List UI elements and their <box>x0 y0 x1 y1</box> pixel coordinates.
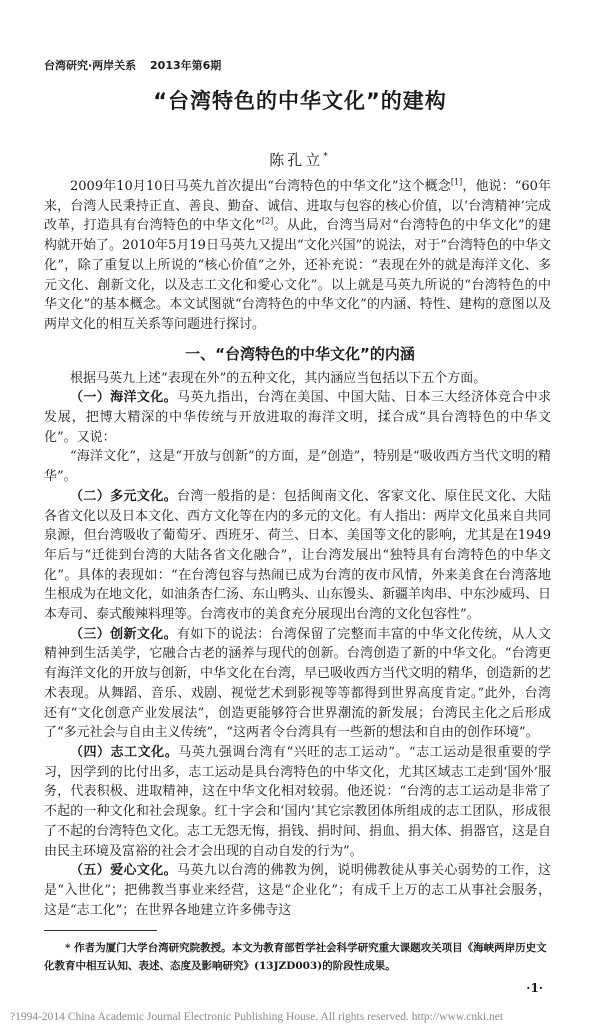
text: 马英九以台湾的佛教为例，说明佛教徒从事关心弱势的工作，这是“入世化”；把佛教当事业来经营，这是“企业化”；有成千上万的志工从事社会服务，这是“志工化”；在世界各地建立许多佛寺这 <box>44 863 551 918</box>
paragraph-lead: （五）爱心文化。 <box>70 863 177 879</box>
text: 。从此，台湾当局对“台湾特色的中华文化”的建构就开始了。2010年5月19日马英九又提出“文化兴国”的说法，对于“台湾特色的中华文化”，除了重复以上所说的“核心价值”之外，还补充说：“表现在外的就是海洋文化、多元文化、創新文化，以及志工文化和愛心文化”。以上就是马英九所说的“台湾特色的中华文化”的基本概念。本文试图就“台湾特色的中华文化”的内涵、特性、建构的意图以及两岸文化的相互关系等问题进行探讨。 <box>44 218 551 332</box>
paragraph-lead: （三）创新文化。 <box>70 626 177 642</box>
section-heading: 一、“台湾特色的中华文化”的内涵 <box>185 344 415 363</box>
text: ，他说：“60年来，台湾人民秉持正直、善良、勤奋、诚信、进取与包容的核心价值，以‘台湾精神’完成改革，打造具有台湾特色的中华文化” <box>44 179 551 234</box>
text: 台湾一般指的是：包括闽南文化、客家文化、原住民文化、大陆各省文化以及日本文化、西方文化等在内的多元的文化。有人指出：两岸文化虽来自共同泉源，但台湾吸收了葡萄牙、西班牙、荷兰、日本、美国等文化的影响，尤其是在1949年后与“迁徙到台湾的大陆各省文化融合”，让台湾发展出“独特具有台湾特色的中华文化”。具体的表现如：“在台湾包容与热闹已成为台湾的夜市风情，外来美食在台湾落地生根成为在地文化，如油条杏仁汤、东山鸭头、山东馒头、新疆羊肉串、中东沙威玛、日本寿司、泰式酸辣料理等。台湾夜市的美食充分展现出台湾的文化包容性”。 <box>44 488 552 623</box>
text: 马英九强调台湾有“兴旺的志工运动”。“志工运动是很重要的学习，因学到的比付出多，志工运动是具台湾特色的中华文化，尤其区域志工走到‘国外’服务，代表积极、进取精神，这在中华文化相对较弱。他还说：“台湾的志工运动是非常了不起的一种文化和社会现象。红十字会和‘国内’其它宗教团体所组成的志工团队，形成很了不起的台湾特色文化。志工无怨无悔，捐钱、捐时间、捐血、捐大体、捐器官，这是自由民主环境及富裕的社会才会出现的自动自发的行为”。 <box>44 744 552 859</box>
intro <box>44 177 551 335</box>
article-title: “台湾特色的中华文化”的建构 <box>153 89 447 113</box>
paragraph <box>44 487 551 625</box>
paragraph <box>44 861 551 920</box>
section-body <box>44 369 551 921</box>
paragraph-lead: （二）多元文化。 <box>70 488 177 504</box>
text: 2009年10月10日马英九首次提出“台湾特色的中华文化”这个概念 <box>70 179 451 194</box>
footnote: * 作者为厦门大学台湾研究院教授。本文为教育部哲学社会科学研究重大课题攻关项目《海峡两岸历史文化教育中相互认知、表述、态度及影响研究》(13JZD003)的阶段性成果。 <box>44 942 547 973</box>
paragraph <box>44 625 551 743</box>
footnote-divider <box>44 930 157 931</box>
author <box>0 146 600 171</box>
citation-1: [1] <box>450 177 463 187</box>
running-header <box>44 58 551 74</box>
copyright-notice: ?1994-2014 China Academic Journal Electronic Publishing House. All rights reserved. http://www.cnki.net <box>10 1011 504 1024</box>
paragraph-lead: （一）海洋文化。 <box>70 390 177 406</box>
author-name: 陈孔立 <box>269 151 324 169</box>
author-footnote-mark: * <box>323 152 331 162</box>
text: 马英九指出，台湾在美国、中国大陆、日本三大经济体竞合中求发展，把博大精深的中华传统与开放进取的海洋文明，揉合成“具台湾特色的中华文化”。又说： <box>44 390 551 445</box>
text: 有如下的说法：台湾保留了完整而丰富的中华文化传统，从人文精神到生活美学，它融合古老的涵养与现代的创新。台湾创造了新的中华文化。“台湾更有海洋文化的开放与创新，中华文化在台湾，早已吸收西方当代文明的精华，创造新的艺术表现。从舞蹈、音乐、戏剧、视觉艺术到影视等等都得到世界高度肯定。”此外，台湾还有“文化创意产业发展法”，创造更能够符合世界潮流的新发展；台湾民主化之后形成了“多元社会与自由主义传统”，“这两者令台湾具有一些新的想法和自由的创作环境”。 <box>44 626 552 741</box>
page-number: ·1· <box>526 981 543 996</box>
issue-label: 2013年第6期 <box>150 59 222 72</box>
citation-2: [2] <box>261 217 274 227</box>
paragraph <box>44 743 551 861</box>
text: “海洋文化”，这是“开放与创新”的方面，是“创造”，特别是“吸收西方当代文明的精华”。 <box>44 449 551 485</box>
intro-paragraph <box>44 177 551 335</box>
paragraph <box>44 447 551 486</box>
paragraph: 根据马英九上述“表现在外”的五种文化，其内涵应当包括以下五个方面。 <box>70 370 487 386</box>
journal-name: 台湾研究·两岸关系 <box>44 59 137 72</box>
paragraph <box>44 388 551 447</box>
paragraph-lead: （四）志工文化。 <box>70 744 179 760</box>
